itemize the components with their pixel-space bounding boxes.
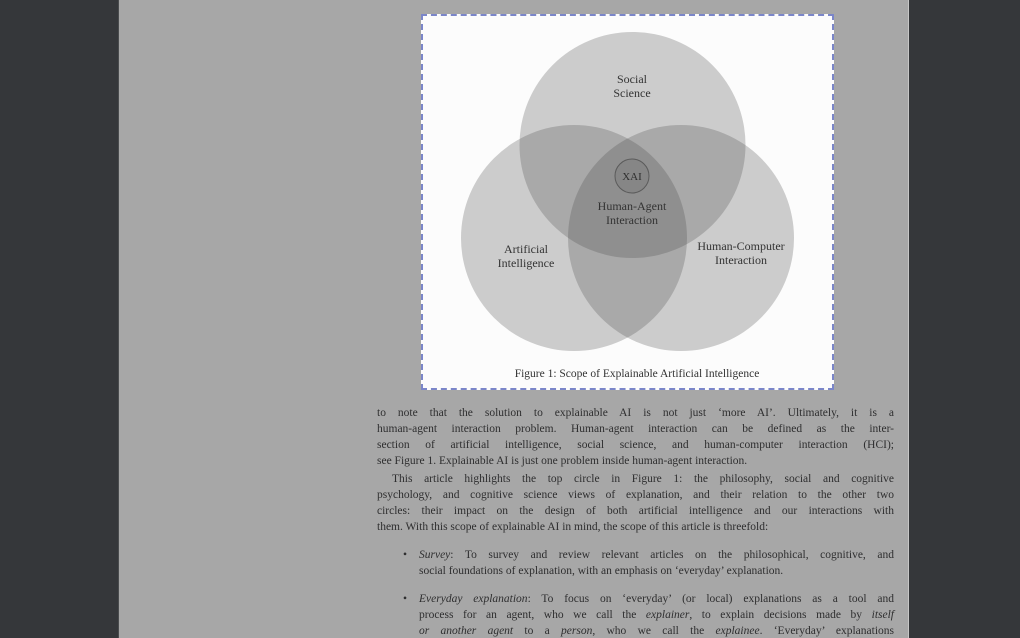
- label-hci-line2: Interaction: [715, 253, 767, 267]
- paragraph: This article highlights the top circle in Figure 1: the philosophy, social and cognitive psychology, and cognitive science views of explanation, and their relation to the other two circles: their impact on the design of both artificial intelligence and our interactions with them. With this scope of explainable AI in mind, the scope of this article is threefold:: [377, 473, 894, 533]
- list-item-text: Survey: To survey and review relevant articles on the philosophical, cognitive, and social foundations of explanation, with an emphasis on ‘everyday’ explanation.: [419, 549, 894, 577]
- figure-selection-box[interactable]: [421, 14, 834, 390]
- paragraph: to note that the solution to explainable AI is not just ‘more AI’. Ultimately, it is a human-agent interaction problem. Human-agent interaction can be defined as the inter- section of artificial intelligence, social science, and human-computer interaction (HCI); see Figure 1. Explainable AI is just one problem inside human-agent interaction.: [377, 407, 894, 467]
- figure-caption: Figure 1: Scope of Explainable Artificial Intelligence: [514, 368, 760, 380]
- label-social-science-line2: Science: [613, 86, 651, 100]
- list-item-text: Everyday explanation: To focus on ‘everyday’ (or local) explanations as a tool and process for an agent, who we call the explainer, to explain decisions made by itself or another agent to a person, who we call the explainee. ‘Everyday’ explanations: [419, 593, 894, 637]
- label-social-science-line1: Social: [617, 72, 647, 86]
- list-item: [403, 547, 894, 579]
- bullet-icon: •: [403, 549, 408, 561]
- document-page: [118, 0, 909, 638]
- label-artificial-intelligence-line2: Intelligence: [497, 256, 555, 270]
- label-xai: XAI: [622, 171, 642, 183]
- label-human-agent-line2: Interaction: [606, 213, 658, 227]
- label-human-agent-line1: Human-Agent: [597, 199, 667, 213]
- venn-diagram: [423, 16, 832, 388]
- list-item: [403, 591, 894, 638]
- label-artificial-intelligence-line1: Artificial: [504, 242, 548, 256]
- bullet-icon: •: [403, 593, 408, 605]
- venn-circle-human-computer-interaction: [568, 125, 794, 351]
- label-hci-line1: Human-Computer: [697, 239, 785, 253]
- page-text-column: [377, 405, 894, 638]
